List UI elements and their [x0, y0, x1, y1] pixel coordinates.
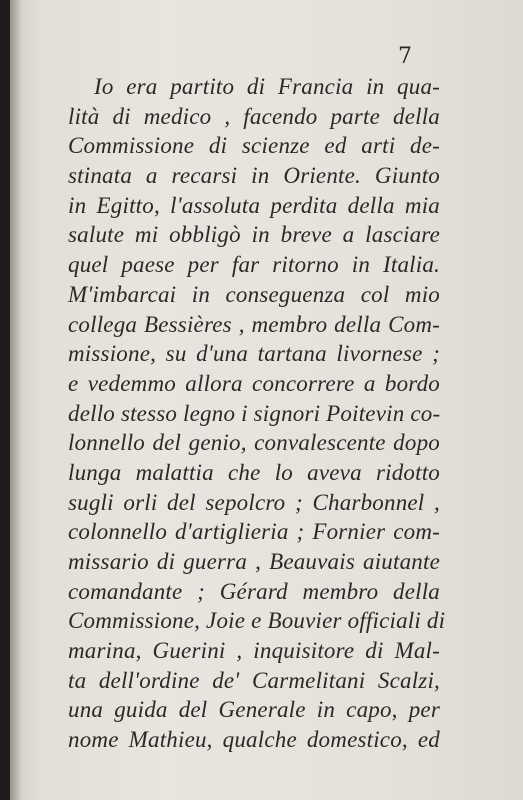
text-line: collega Bessières , membro della Com- — [68, 311, 440, 337]
text-line: missario di guerra , Beauvais aiutante — [68, 549, 440, 574]
text-line: Commissione, Joie e Bouvier officiali di — [68, 608, 446, 634]
text-line: Commissione di scienze ed arti de- — [68, 133, 440, 159]
text-line: quel paese per far ritorno in Italia. — [68, 252, 440, 278]
text-line: comandante ; Gérard membro della — [68, 578, 440, 604]
text-line: sugli orli del sepolcro ; Charbonnel , — [68, 489, 440, 515]
text-line: ta dell'ordine de' Carmelitani Scalzi, — [68, 667, 440, 693]
text-line: stinata a recarsi in Oriente. Giunto — [68, 163, 440, 189]
text-line: in Egitto, l'assoluta perdita della mia — [68, 192, 440, 218]
text-line: dello stesso legno i signori Poitevin co- — [68, 400, 441, 426]
page-number: 7 — [398, 44, 412, 69]
text-line: lità di medico , facendo parte della — [68, 103, 440, 129]
text-line: lonnello del genio, convalescente dopo — [68, 430, 440, 456]
text-line: e vedemmo allora concorrere a bordo — [68, 370, 440, 396]
text-line: Io era partito di Francia in qua- — [94, 74, 440, 99]
book-page — [10, 0, 523, 800]
text-line: nome Mathieu, qualche domestico, ed — [68, 727, 440, 753]
text-line: M'imbarcai in conseguenza col mio — [68, 281, 440, 307]
text-line: lunga malattia che lo aveva ridotto — [68, 459, 440, 485]
text-line: salute mi obbligò in breve a lasciare — [68, 222, 440, 248]
text-line: marina, Guerini , inquisitore di Mal- — [68, 638, 440, 664]
body-text — [68, 72, 446, 755]
text-line: colonnello d'artiglieria ; Fornier com- — [68, 519, 440, 545]
text-line: una guida del Generale in capo, per — [68, 697, 440, 723]
text-line: missione, su d'una tartana livornese ; — [68, 341, 440, 367]
book-spine-edge — [0, 0, 10, 800]
